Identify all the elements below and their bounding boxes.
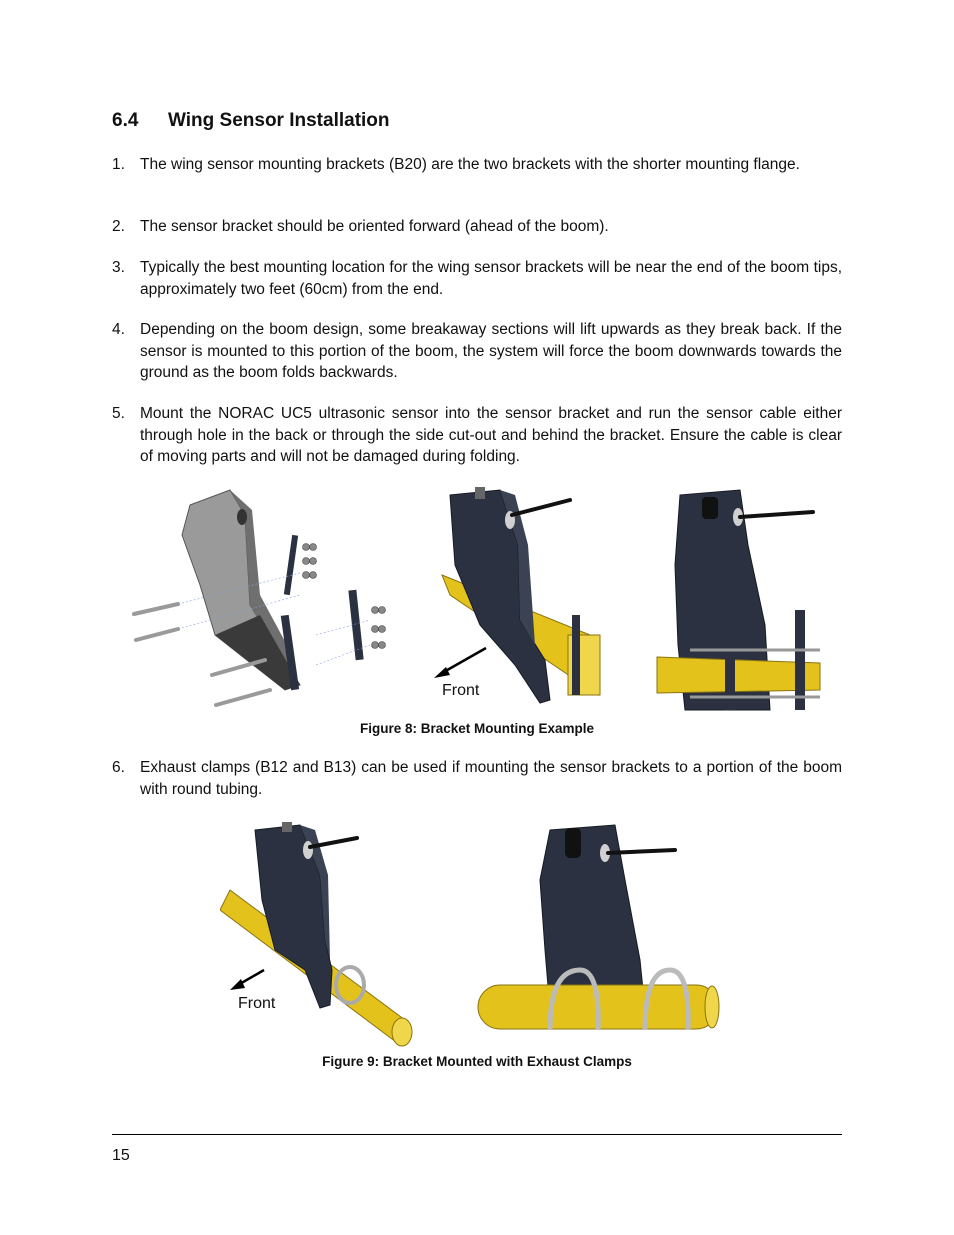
list-text: Exhaust clamps (B12 and B13) can be used if mounting the sensor brackets to a portion of the boom with round tubing. [140,759,842,798]
list-number: 2. [112,218,125,235]
list-item-2 [112,216,842,238]
figure-9-front-label: Front [238,995,276,1012]
list-item-5 [112,403,842,468]
list-text: Mount the NORAC UC5 ultrasonic sensor into the sensor bracket and run the sensor cable either through hole in the back or through the side cut-out and behind the bracket. Ensure the cable is clear of moving parts and will not be damaged during folding. [140,405,842,465]
list-item-6 [112,757,842,800]
figure-8-caption: Figure 8: Bracket Mounting Example [359,721,595,736]
front-arrow-icon [434,648,486,678]
page-number: 15 [112,1147,130,1164]
list-number: 1. [112,156,125,173]
list-item-1 [112,154,842,176]
figure-8-illustration [120,485,840,715]
section-number: 6.4 [112,110,139,131]
list-text: Typically the best mounting location for the wing sensor brackets will be near the end of the boom tips, approximately two feet (60cm) from the end. [140,259,842,298]
list-number: 6. [112,759,125,776]
list-number: 4. [112,321,125,338]
figure-9-caption: Figure 9: Bracket Mounted with Exhaust Clamps [322,1054,632,1069]
list-item-3 [112,257,842,300]
list-text: The sensor bracket should be oriented forward (ahead of the boom). [140,218,609,235]
bracket-round-tube-front [478,825,719,1030]
footer-divider [112,1134,842,1135]
bracket-square-tube-side [442,487,600,703]
section-title: Wing Sensor Installation [168,110,390,131]
section-heading [112,110,390,132]
figure-9-illustration [220,820,730,1050]
front-arrow-icon [230,970,264,990]
list-text: The wing sensor mounting brackets (B20) are the two brackets with the shorter mounting flange. [140,156,800,173]
bracket-square-tube-front [657,490,820,710]
list-item-4 [112,319,842,384]
list-text: Depending on the boom design, some breakaway sections will lift upwards as they break back. If the sensor is mounted to this portion of the boom, the system will force the boom downwards towards the ground as the boom folds backwards. [140,321,842,381]
exploded-bracket [134,490,386,705]
list-number: 5. [112,405,125,422]
figure-8-front-label: Front [442,682,480,699]
list-number: 3. [112,259,125,276]
